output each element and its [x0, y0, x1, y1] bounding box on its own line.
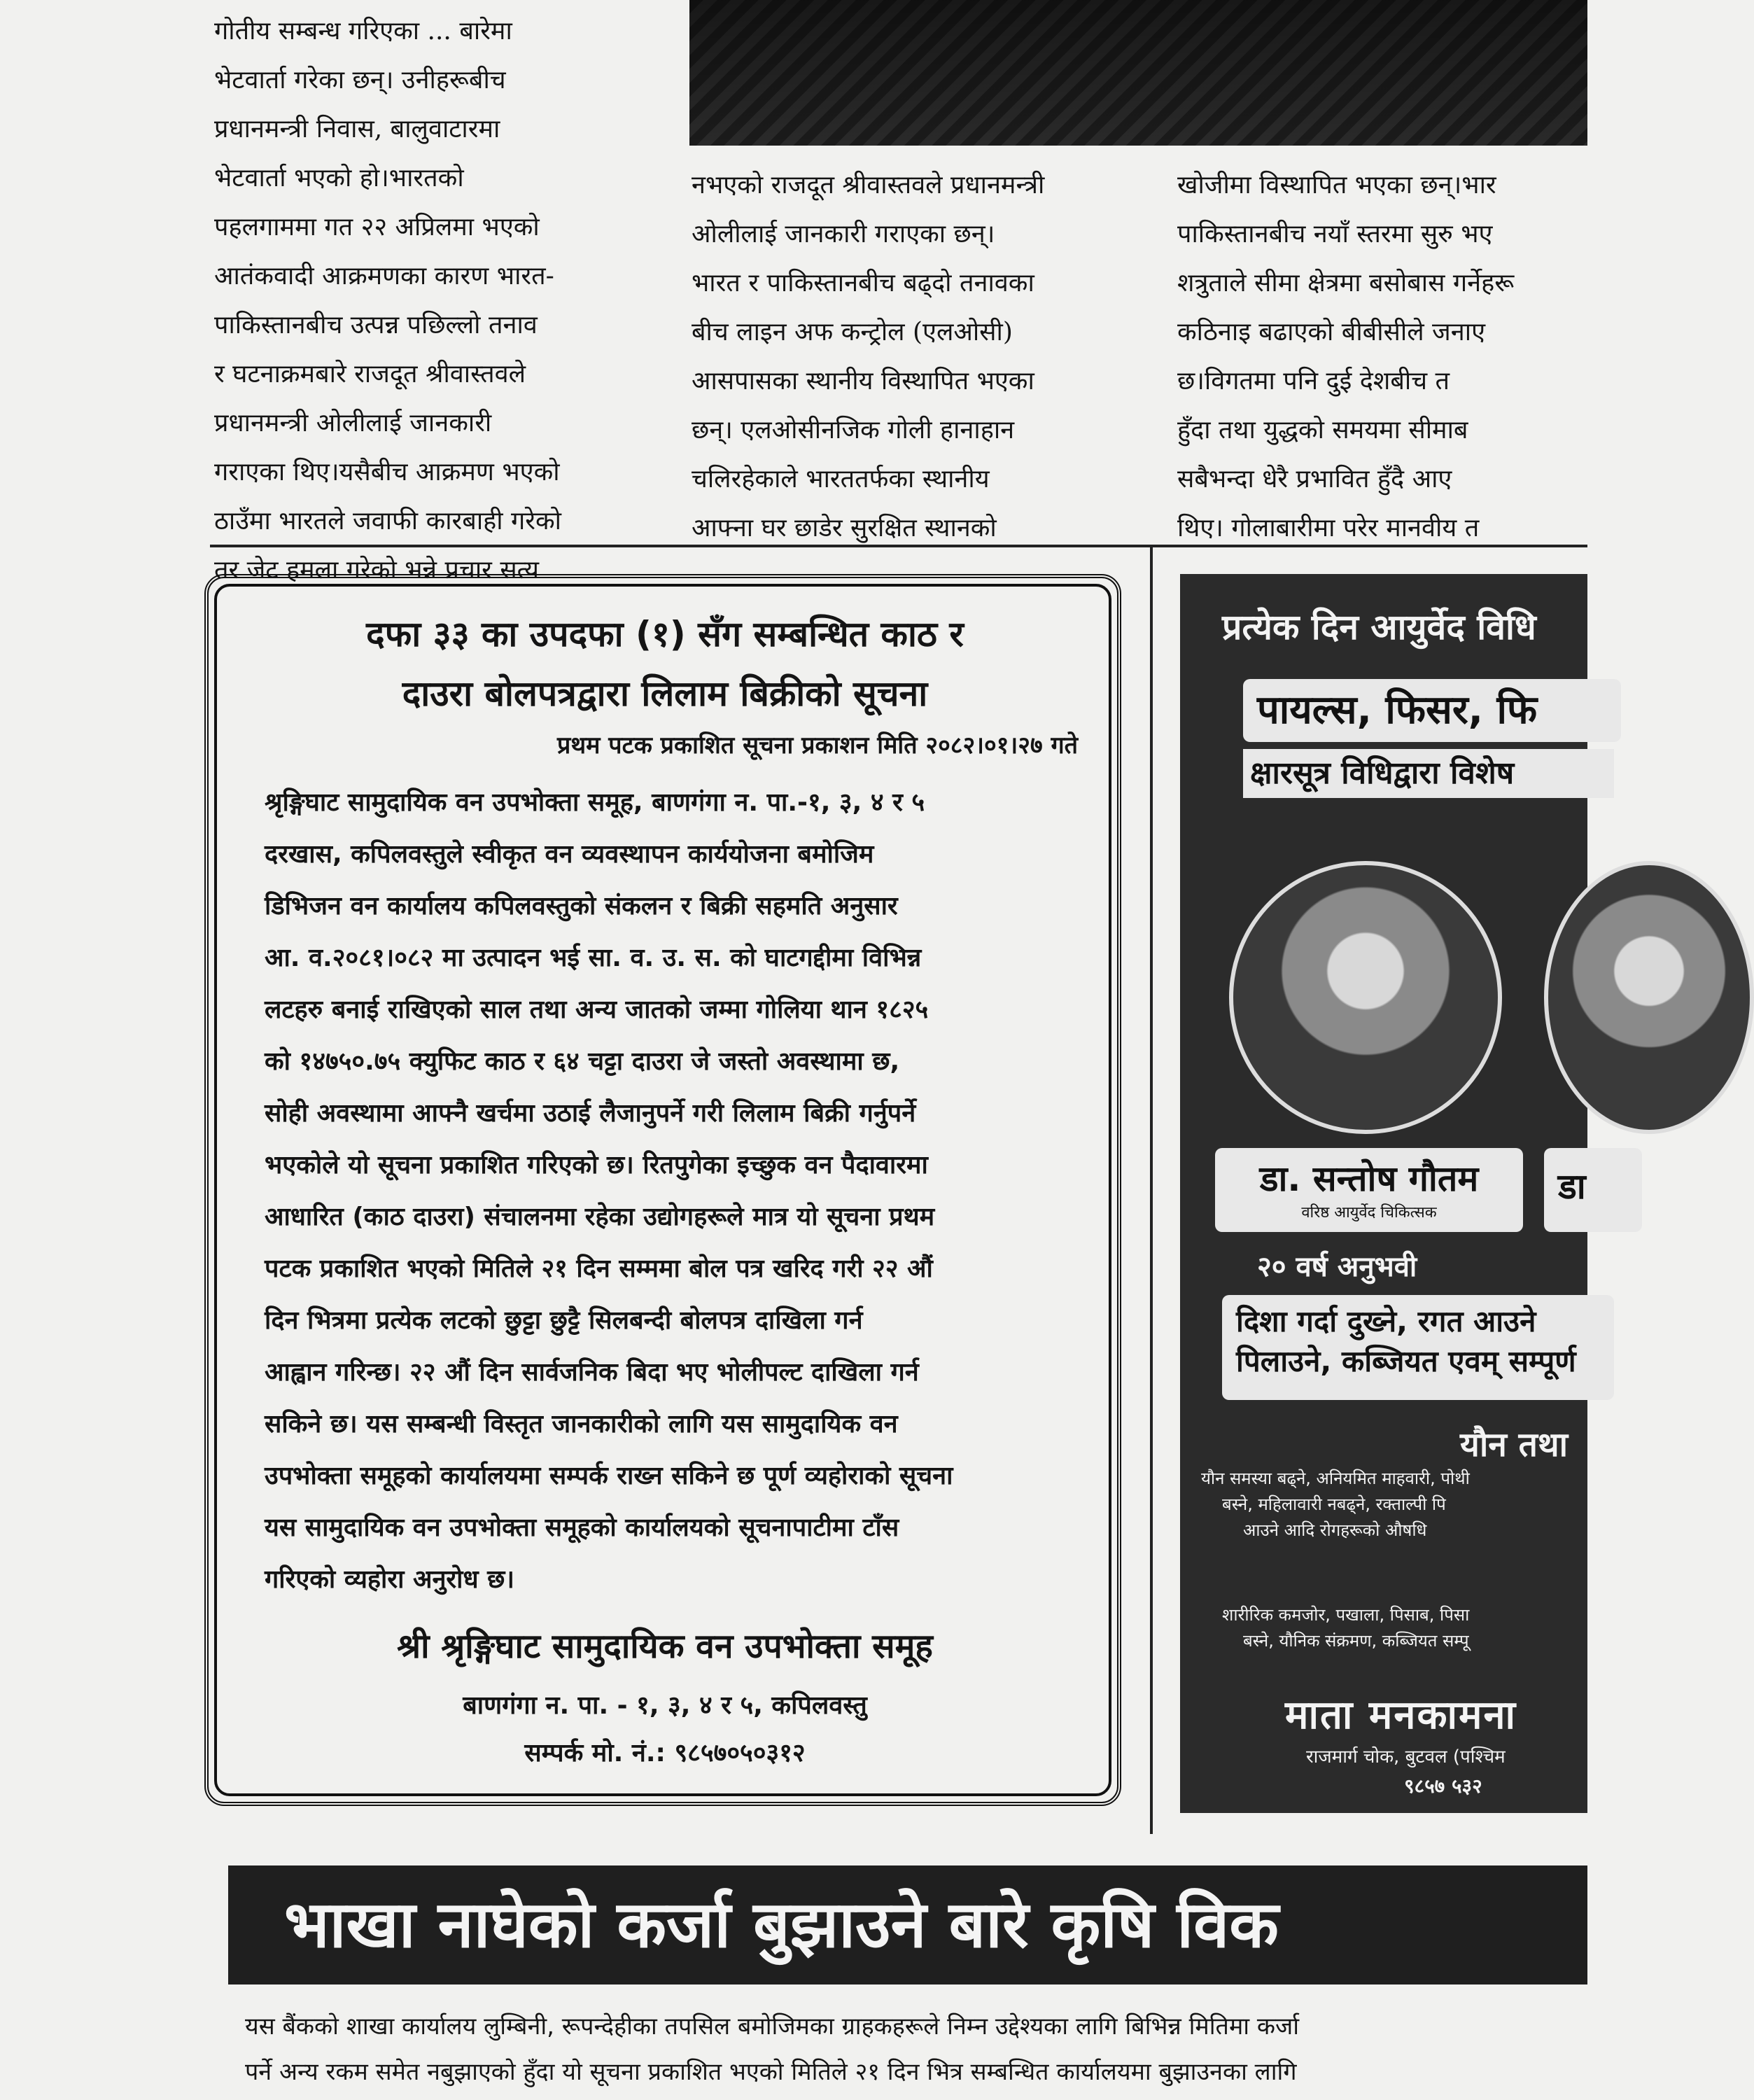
ad-line-1: पायल्स, फिसर, फि: [1243, 679, 1621, 742]
ad-small-1: यौन समस्या बढ्ने, अनियमित माहवारी, पोथी: [1201, 1469, 1470, 1488]
article-column-right: खोजीमा विस्थापित भएका छन्।भार पाकिस्तानबीच नयाँ स्तरमा सुरु भए शत्रुताले सीमा क्षेत्रमा बसोबास गर्नेहरू कठिनाइ बढाएको बीबीसीले जनाए छ।विगतमा पनि दुई देशबीच त हुँदा तथा युद्धको समयमा सीमाब सबैभन्दा धेरै प्रभावित हुँदै आए थिए। गोलाबारीमा परेर मानवीय त: [1177, 171, 1515, 542]
article-column-middle: नभएको राजदूत श्रीवास्तवले प्रधानमन्त्री ओलीलाई जानकारी गराएका छन्। भारत र पाकिस्तानबीच बढ्दो तनावका बीच लाइन अफ कन्ट्रोल (एलओसी) आसपासका स्थानीय विस्थापित भएका छन्। एलओसीनजिक गोली हानाहान चलिरहेकाले भारततर्फका स्थानीय आफ्ना घर छाडेर सुरक्षित स्थानको: [692, 171, 1045, 542]
ad-clinic-name: माता मनकामना: [1285, 1693, 1517, 1738]
ayurveda-ad: [1180, 574, 1587, 1813]
doctor-portrait: [1229, 861, 1502, 1134]
ad-line-2: क्षारसूत्र विधिद्वारा विशेष: [1243, 749, 1614, 798]
notice-title-line-2: दाउरा बोलपत्रद्वारा लिलाम बिक्रीको सूचना: [402, 673, 928, 714]
doctor-name: डा. सन्तोष गौतम: [1259, 1158, 1479, 1199]
doctor-name-plate: [1215, 1148, 1523, 1232]
ad-section-title: यौन तथा: [1460, 1425, 1569, 1464]
ad-clinic-address: राजमार्ग चोक, बुटवल (पश्चिम: [1306, 1746, 1506, 1768]
ad-small-3: आउने आदि रोगहरूको औषधि: [1243, 1520, 1427, 1540]
ad-symptoms-box: [1222, 1295, 1614, 1400]
doctor-name-plate-2: डा: [1544, 1148, 1642, 1232]
ad-small-2: बस्ने, महिलावारी नबढ्ने, रक्ताल्पी पि: [1222, 1494, 1446, 1514]
notice-contact: सम्पर्क मो. नं.: ९८५७०५०३१२: [524, 1739, 806, 1768]
bank-notice-line-2: पर्ने अन्य रकम समेत नबुझाएको हुँदा यो सूचना प्रकाशित भएको मितिले २१ दिन भित्र सम्बन्धित कार्यालयमा बुझाउनका लागि: [245, 2058, 1297, 2086]
notice-body: श्रृङ्गिघाट सामुदायिक वन उपभोक्ता समूह, बाणगंगा न. पा.-१, ३, ४ र ५ दरखास, कपिलवस्तुले स्वीकृत वन व्यवस्थापन कार्ययोजना बमोजिम डिभिजन वन कार्यालय कपिलवस्तुको संकलन र बिक्री सहमति अनुसार आ. व.२०८१।०८२ मा उत्पादन भई सा. व. उ. स. को घाटगद्दीमा विभिन्न लटहरु बनाई राखिएको साल तथा अन्य जातको जम्मा गोलिया थान १८२५ को १४७५०.७५ क्युफिट काठ र ६४ चट्टा दाउरा जे जस्तो अवस्थामा छ, सोही अवस्थामा आफ्नै खर्चमा उठाई लैजानुपर्ने गरी लिलाम बिक्री गर्नुपर्ने भएकोले यो सूचना प्रकाशित गरिएको छ। रितपुगेका इच्छुक वन पैदावारमा आधारित (काठ दाउरा) संचालनमा रहेका उद्योगहरूले मात्र यो सूचना प्रथम पटक प्रकाशित भएको मितिले २१ दिन सम्ममा बोल पत्र खरिद गरी २२ औं दिन भित्रमा प्रत्येक लटको छुट्टा छुट्टै सिलबन्दी बोलपत्र दाखिला गर्न आह्वान गरिन्छ। २२ औं दिन सार्वजनिक बिदा भए भोलीपल्ट दाखिला गर्न सकिने छ। यस सम्बन्धी विस्तृत जानकारीको लागि यस सामुदायिक वन उपभोक्ता समूहको कार्यालयमा सम्पर्क राख्न सकिने छ पूर्ण व्यहोराको सूचना यस सामुदायिक वन उपभोक्ता समूहको कार्यालयको सूचनापाटीमा टाँस गरिएको व्यहोरा अनुरोध छ।: [265, 788, 953, 1594]
notice-publish-date: प्रथम पटक प्रकाशित सूचना प्रकाशन मिति २०८२।०१।२७ गते: [557, 732, 1078, 760]
ad-clinic-phone: ९८५७ ५३२: [1404, 1774, 1482, 1798]
ad-line-3: दिशा गर्दा दुख्ने, रगत आउने: [1236, 1304, 1536, 1338]
doctor-portrait-2: [1544, 861, 1754, 1134]
notice-address: बाणगंगा न. पा. - १, ३, ४ र ५, कपिलवस्तु: [463, 1691, 867, 1720]
ad-small-4: शारीरिक कमजोर, पखाला, पिसाब, पिसा: [1222, 1605, 1470, 1625]
notice-ad-divider: [1150, 546, 1153, 1834]
bank-notice-line-1: यस बैंकको शाखा कार्यालय लुम्बिनी, रूपन्देहीका तपसिल बमोजिमका ग्राहकहरूले निम्न उद्देश्यका लागि बिभिन्न मितिमा कर्जा: [245, 2012, 1300, 2040]
column-divider-rule: [210, 545, 1587, 547]
bank-notice-banner: भाखा नाघेको कर्जा बुझाउने बारे कृषि विक: [228, 1865, 1587, 1984]
notice-signature: श्री श्रृङ्गिघाट सामुदायिक वन उपभोक्ता समूह: [397, 1627, 933, 1666]
ad-experience: २० वर्ष अनुभवी: [1257, 1251, 1417, 1283]
ad-line-4: पिलाउने, कब्जियत एवम् सम्पूर्ण: [1236, 1344, 1576, 1378]
news-photo: [689, 0, 1587, 146]
article-column-left: गोतीय सम्बन्ध गरिएका ... बारेमा भेटवार्ता गरेका छन्। उनीहरूबीच प्रधानमन्त्री निवास, बालुवाटारमा भेटवार्ता भएको हो।भारतको पहलगाममा गत २२ अप्रिलमा भएको आतंकवादी आक्रमणका कारण भारत- पाकिस्तानबीच उत्पन्न पछिल्लो तनाव र घटनाक्रमबारे राजदूत श्रीवास्तवले प्रधानमन्त्री ओलीलाई जानकारी गराएका थिए।यसैबीच आक्रमण भएको ठाउँमा भारतले जवाफी कारबाही गरेको तर जेट हमला गरेको भन्ने प्रचार सत्य: [214, 17, 561, 584]
notice-title-line-1: दफा ३३ का उपदफा (१) सँग सम्बन्धित काठ र: [366, 614, 964, 654]
doctor-title: वरिष्ठ आयुर्वेद चिकित्सक: [1301, 1204, 1437, 1222]
ad-small-5: बस्ने, यौनिक संक्रमण, कब्जियत सम्पू: [1243, 1631, 1469, 1651]
ad-heading: प्रत्येक दिन आयुर्वेद विधि: [1222, 607, 1536, 648]
